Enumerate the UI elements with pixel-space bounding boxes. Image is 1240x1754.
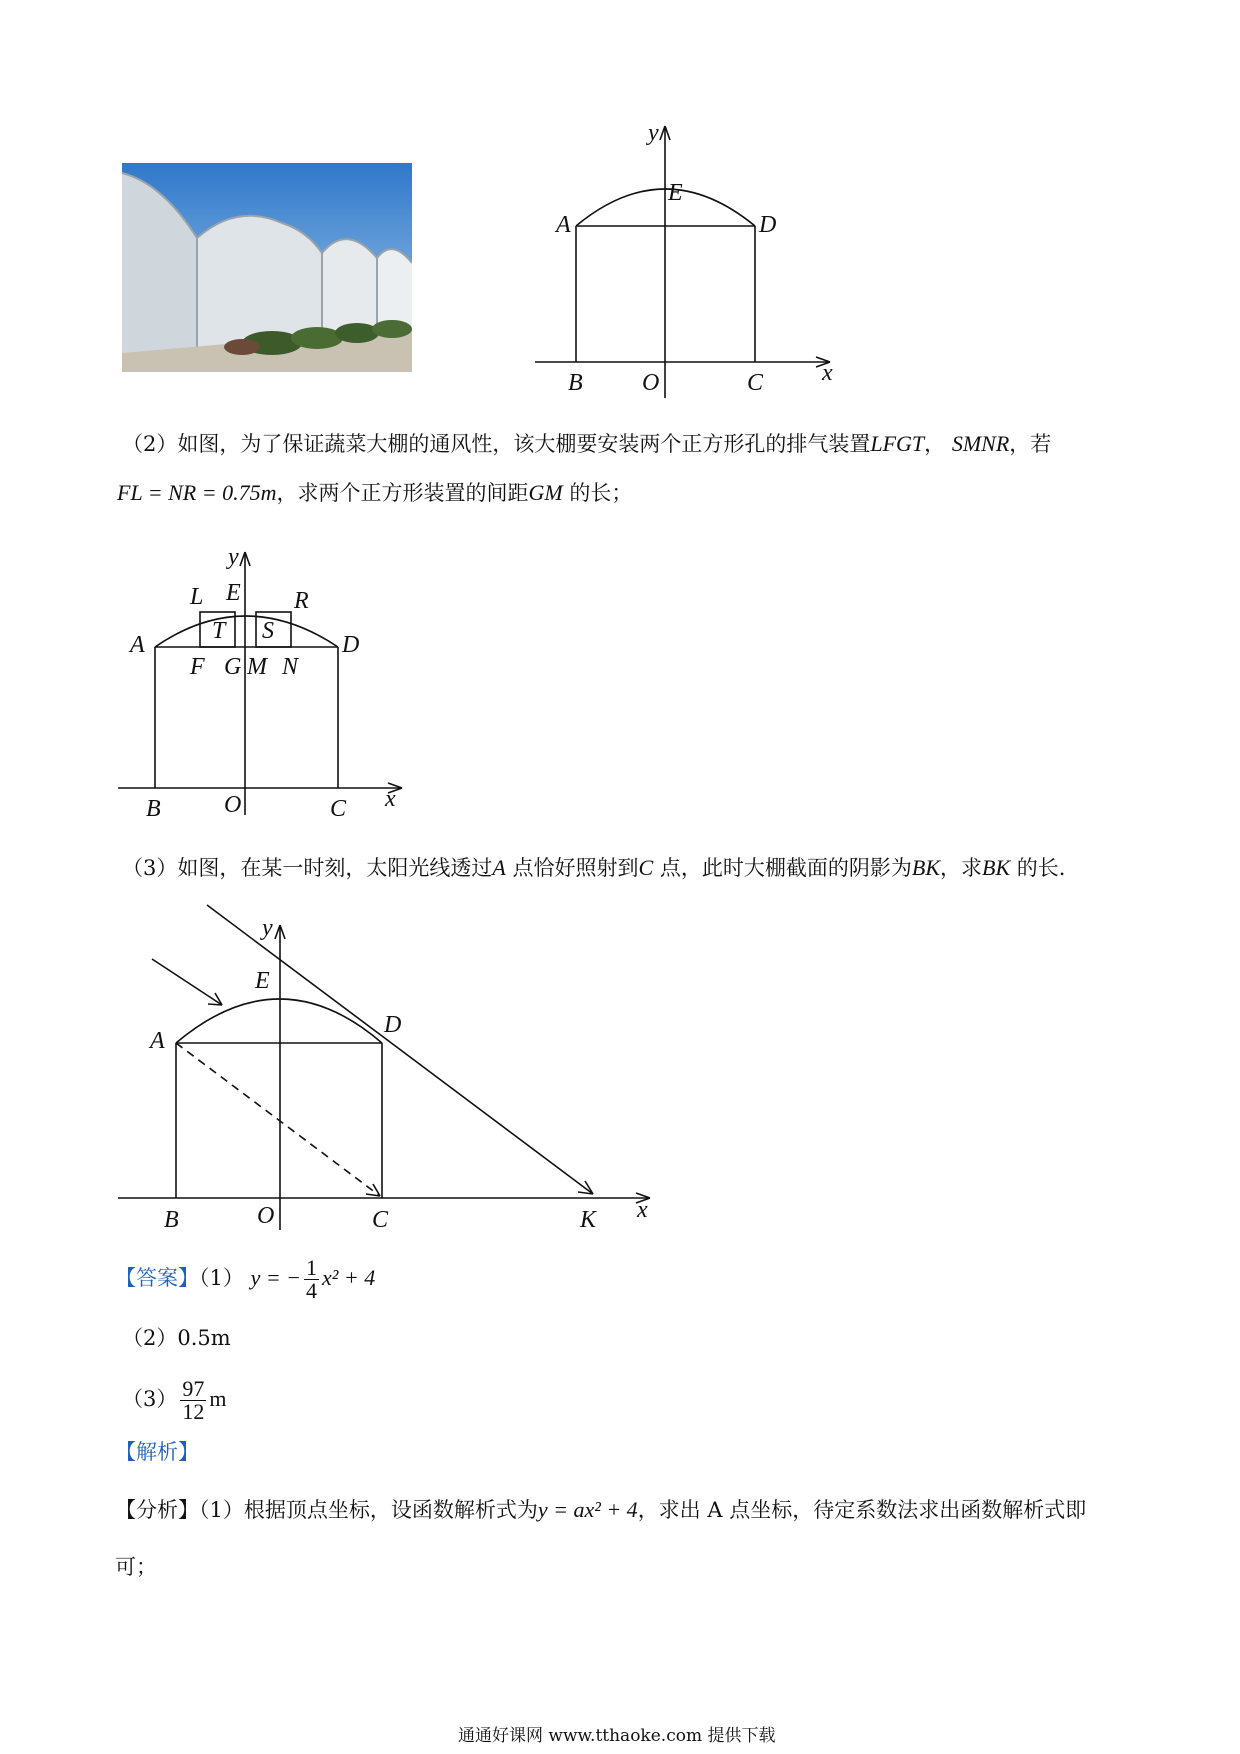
fig2-label-x: x (385, 786, 396, 812)
analysis-text-2: ，求出 A 点坐标，待定系数法求出函数解析式即 (637, 1498, 1087, 1522)
fig3-label-x: x (637, 1197, 648, 1223)
q2-var-lfgt: LFGT (870, 431, 925, 456)
q3-text-5: 的长. (1010, 856, 1066, 880)
q2-prefix: （2）如图，为了保证蔬菜大棚的通风性，该大棚要安装两个正方形孔的排气装置 (122, 432, 871, 456)
analysis-line-2: 可； (115, 1555, 157, 1579)
fig1-label-o: O (642, 370, 660, 396)
fig2-label-t: T (212, 618, 226, 644)
fig1-label-x: x (822, 360, 833, 386)
fig2-label-s: S (262, 618, 274, 644)
q3-text-2: 点恰好照射到 (505, 856, 639, 880)
answer-1-prefix: （1） (199, 1266, 244, 1290)
fig2-label-o: O (224, 792, 242, 818)
analysis-label: 【解析】 (115, 1440, 199, 1464)
q3-text-3: 点，此时大棚截面的阴影为 (653, 856, 912, 880)
fig3-label-y: y (262, 915, 273, 941)
answer-label: 【答案】 (115, 1266, 199, 1290)
answer-1-numerator: 1 (306, 1255, 318, 1280)
greenhouse-photo (122, 163, 412, 372)
fig1-label-c: C (747, 370, 764, 396)
q3-line (122, 853, 1065, 883)
q3-text-1: （3）如图，在某一时刻，太阳光线透过 (122, 856, 493, 880)
page-footer: 通通好课网 www.tthaoke.com 提供下载 (458, 1726, 776, 1746)
answer-1-lhs: y = − (250, 1265, 302, 1290)
fig1-label-e: E (668, 180, 683, 206)
fig2-label-g: G (224, 654, 242, 680)
fig3-label-b: B (164, 1207, 179, 1233)
answer-3-unit: m (209, 1386, 227, 1411)
fig1-label-d: D (759, 212, 777, 238)
fig1-label-a: A (556, 212, 571, 238)
answer-3-denominator: 12 (182, 1399, 205, 1424)
q3-text-4: ，求 (940, 856, 982, 880)
q2-end: 的长； (562, 481, 633, 505)
q2-mid: ，求两个正方形装置的间距 (276, 481, 529, 505)
q3-var-a: A (492, 855, 506, 880)
figure-2 (110, 540, 420, 830)
fig2-label-e: E (226, 580, 241, 606)
fig2-label-r: R (294, 588, 309, 614)
fig2-label-b: B (146, 796, 161, 822)
q3-var-bk: BK (911, 855, 940, 880)
fig2-label-l: L (190, 584, 204, 610)
q2-sep: ， (924, 432, 946, 456)
q3-var-bk-2: BK (982, 855, 1011, 880)
q2-line2 (117, 478, 632, 508)
fig3-label-d: D (384, 1012, 402, 1038)
fig3-label-o: O (257, 1203, 275, 1229)
q2-equation: FL = NR = 0.75m (117, 480, 277, 505)
fig3-label-a: A (150, 1028, 165, 1054)
q2-line1 (122, 429, 1051, 459)
answer-line-2: （2）0.5m (122, 1326, 231, 1350)
answer-1-denominator: 4 (306, 1278, 318, 1303)
figure-3 (110, 895, 670, 1240)
answer-1-fraction (304, 1257, 319, 1302)
answer-line-3 (122, 1378, 227, 1423)
fig3-label-c: C (372, 1207, 389, 1233)
fig2-label-d: D (342, 632, 360, 658)
analysis-equation: y = ax² + 4 (537, 1497, 638, 1522)
fig2-label-a: A (130, 632, 145, 658)
fig2-label-m: M (247, 654, 267, 680)
fig2-label-n: N (282, 654, 299, 680)
fig2-label-f: F (190, 654, 205, 680)
fig2-label-c: C (330, 796, 347, 822)
q2-var-gm: GM (528, 480, 563, 505)
fig3-label-k: K (580, 1207, 597, 1233)
fig1-label-y: y (648, 120, 659, 146)
analysis-fenxi-label: 【分析】 (115, 1498, 199, 1522)
answer-3-numerator: 97 (182, 1376, 205, 1401)
figure-1 (530, 118, 850, 398)
fig3-label-e: E (255, 968, 270, 994)
analysis-line-1 (115, 1495, 1086, 1525)
analysis-text-1: （1）根据顶点坐标，设函数解析式为 (199, 1498, 538, 1522)
q2-var-smnr: SMNR (951, 431, 1010, 456)
q3-var-c: C (638, 855, 654, 880)
fig2-label-y: y (228, 544, 239, 570)
answer-3-prefix: （3） (122, 1387, 178, 1411)
answer-line-1 (115, 1257, 375, 1302)
q2-suffix: ，若 (1009, 432, 1052, 456)
answer-1-rhs: x² + 4 (322, 1265, 376, 1290)
answer-3-fraction (180, 1378, 206, 1423)
fig1-label-b: B (568, 370, 583, 396)
